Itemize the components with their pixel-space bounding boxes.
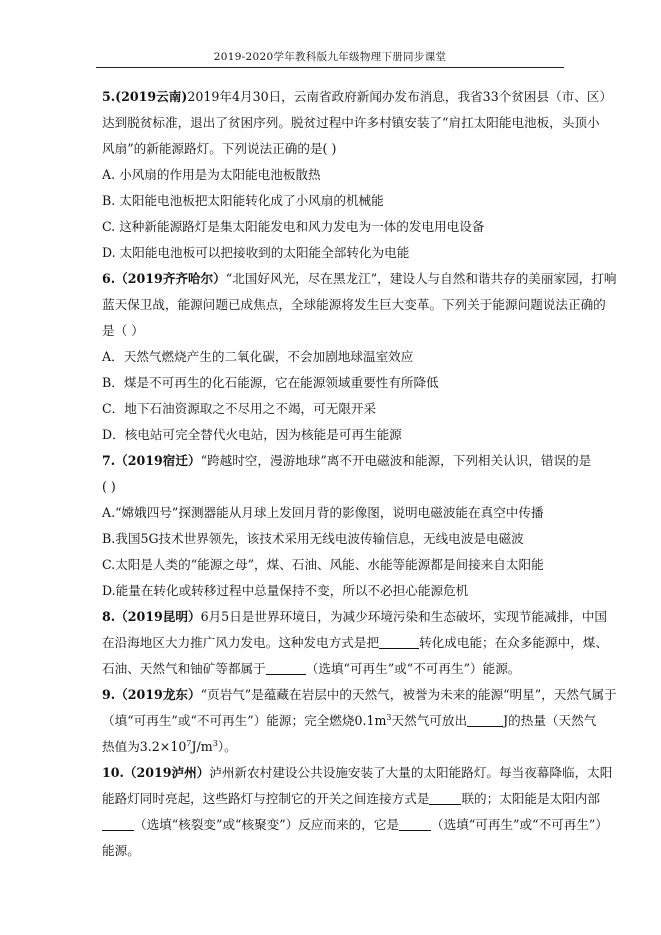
question-8-text-2b: 转化成电能；在众多能源中，煤、	[419, 635, 608, 650]
question-5-option-b: B. 太阳能电池板把太阳能转化成了小风扇的机械能	[102, 193, 384, 208]
question-8-line-1	[102, 604, 608, 630]
question-10-line-3	[102, 812, 608, 838]
question-7-line-1	[102, 448, 592, 474]
question-9-text-2b: 天然气可放出	[391, 713, 468, 728]
answer-blank[interactable]	[399, 817, 431, 831]
question-9-line-3	[102, 734, 562, 760]
question-10-text-3a: （选填“核裂变”或“核聚变”）反应而来的，它是	[134, 817, 400, 832]
answer-blank[interactable]	[266, 661, 306, 675]
question-7	[102, 448, 592, 604]
superscript: 3	[386, 712, 392, 722]
question-10	[102, 760, 613, 864]
question-8-line-3	[102, 656, 562, 682]
question-10-source: 10.（2019泸州）	[102, 765, 210, 780]
question-9-text-3c: ）。	[217, 739, 237, 754]
question-9-line-1	[102, 682, 617, 708]
question-9-text-2a: （填“可再生”或“不可再生”）能源；完全燃烧0.1m	[102, 713, 387, 728]
question-10-text: 泸州新农村建设公共设施安装了大量的太阳能路灯。每当夜幕降临，太阳	[209, 765, 613, 780]
question-10-text-2a: 能路灯同时亮起，这些路灯与控制它的开关之间连接方式是	[102, 791, 430, 806]
question-6-option-b: B．煤是不可再生的化石能源，它在能源领域重要性有所降低	[102, 375, 439, 390]
question-7-option-a: A.“嫦娥四号”探测器能从月球上发回月背的影像图，说明电磁波能在真空中传播	[102, 505, 544, 520]
superscript: 7	[186, 738, 192, 748]
question-5-source: 5.(2019云南)	[102, 89, 188, 104]
question-5-line-2: 达到脱贫标准，退出了贫困序列。脱贫过程中许多村镇安装了“肩扛太阳能电池板，头顶小	[102, 115, 600, 130]
question-8-line-2	[102, 630, 608, 656]
question-9-line-2	[102, 708, 597, 734]
question-9	[102, 682, 617, 760]
answer-blank[interactable]	[379, 635, 419, 649]
question-6-option-d: D．核电站可完全替代火电站，因为核能是可再生能源	[102, 427, 402, 442]
question-8	[102, 604, 608, 682]
answer-blank[interactable]	[102, 817, 134, 831]
question-7-option-d: D.能量在转化或转移过程中总量保持不变，所以不必担心能源危机	[102, 583, 469, 598]
question-9-text: “页岩气”是蕴藏在岩层中的天然气，被誉为未来的能源“明星”，天然气属于	[200, 687, 617, 702]
answer-blank[interactable]	[429, 791, 461, 805]
question-5-line-3: 风扇”的新能源路灯。下列说法正确的是( )	[102, 141, 337, 156]
question-9-text-2c: J的热量（天然气	[503, 713, 597, 728]
question-6-text: “北国好风光，尽在黑龙江”，建设人与自然和谐共存的美丽家园，打响	[225, 271, 617, 286]
question-8-text-3a: 石油、天然气和铀矿等都属于	[102, 661, 266, 676]
question-6-line-1	[102, 266, 617, 292]
question-8-text-2a: 在沿海地区大力推广风力发电。这种发电方式是把	[102, 635, 380, 650]
question-7-option-b: B.我国5G技术世界领先，该技术采用无线电波传输信息，无线电波是电磁波	[102, 531, 524, 546]
question-5-text: 2019年4月30日，云南省政府新闻办发布消息，我省33个贫困县（市、区）	[187, 89, 613, 104]
question-8-source: 8.（2019昆明）	[102, 609, 201, 624]
question-10-text-3b: （选填“可再生”或“不可再生”）	[431, 817, 608, 832]
question-5-option-d: D. 太阳能电池板可以把接收到的太阳能全部转化为电能	[102, 245, 410, 260]
question-10-text-2b: 联的；太阳能是太阳内部	[461, 791, 600, 806]
question-6-line-3: 是（ ）	[102, 323, 144, 338]
question-9-text-3a: 热值为3.2×10	[102, 739, 187, 754]
question-7-source: 7.（2019宿迁）	[102, 453, 201, 468]
question-5-option-a: A. 小风扇的作用是为太阳能电池板散热	[102, 167, 321, 182]
document-body	[102, 84, 617, 864]
page-header: 2019-2020学年教科版九年级物理下册同步课堂	[96, 49, 564, 68]
question-10-line-4: 能源。	[102, 843, 140, 858]
answer-blank[interactable]	[467, 713, 503, 727]
question-8-text-3b: （选填“可再生”或“不可再生”）能源。	[305, 661, 521, 676]
question-6-line-2: 蓝天保卫战，能源问题已成焦点，全球能源将发生巨大变革。下列关于能源问题说法正确的	[102, 297, 606, 312]
question-5-option-c: C. 这种新能源路灯是集太阳能发电和风力发电为一体的发电用电设备	[102, 219, 485, 234]
question-9-source: 9.（2019龙东）	[102, 687, 201, 702]
question-6	[102, 266, 617, 448]
superscript: 3	[212, 738, 218, 748]
question-7-option-c: C.太阳是人类的“能源之母”，煤、石油、风能、水能等能源都是间接来自太阳能	[102, 557, 544, 572]
question-5	[102, 84, 613, 266]
question-6-option-a: A．天然气燃烧产生的二氧化碳，不会加剧地球温室效应	[102, 349, 414, 364]
question-5-line-1	[102, 84, 613, 110]
question-7-line-2: ( )	[102, 479, 116, 494]
question-10-line-1	[102, 760, 613, 786]
question-7-text: “跨越时空，漫游地球”离不开电磁波和能源，下列相关认识，错误的是	[200, 453, 592, 468]
question-6-option-c: C．地下石油资源取之不尽用之不竭，可无限开采	[102, 401, 377, 416]
question-10-line-2	[102, 786, 600, 812]
question-9-text-3b: J/m	[191, 739, 213, 754]
question-6-source: 6.（2019齐齐哈尔）	[102, 271, 226, 286]
question-8-text: 6月5日是世界环境日，为减少环境污染和生态破坏，实现节能减排，中国	[200, 609, 608, 624]
